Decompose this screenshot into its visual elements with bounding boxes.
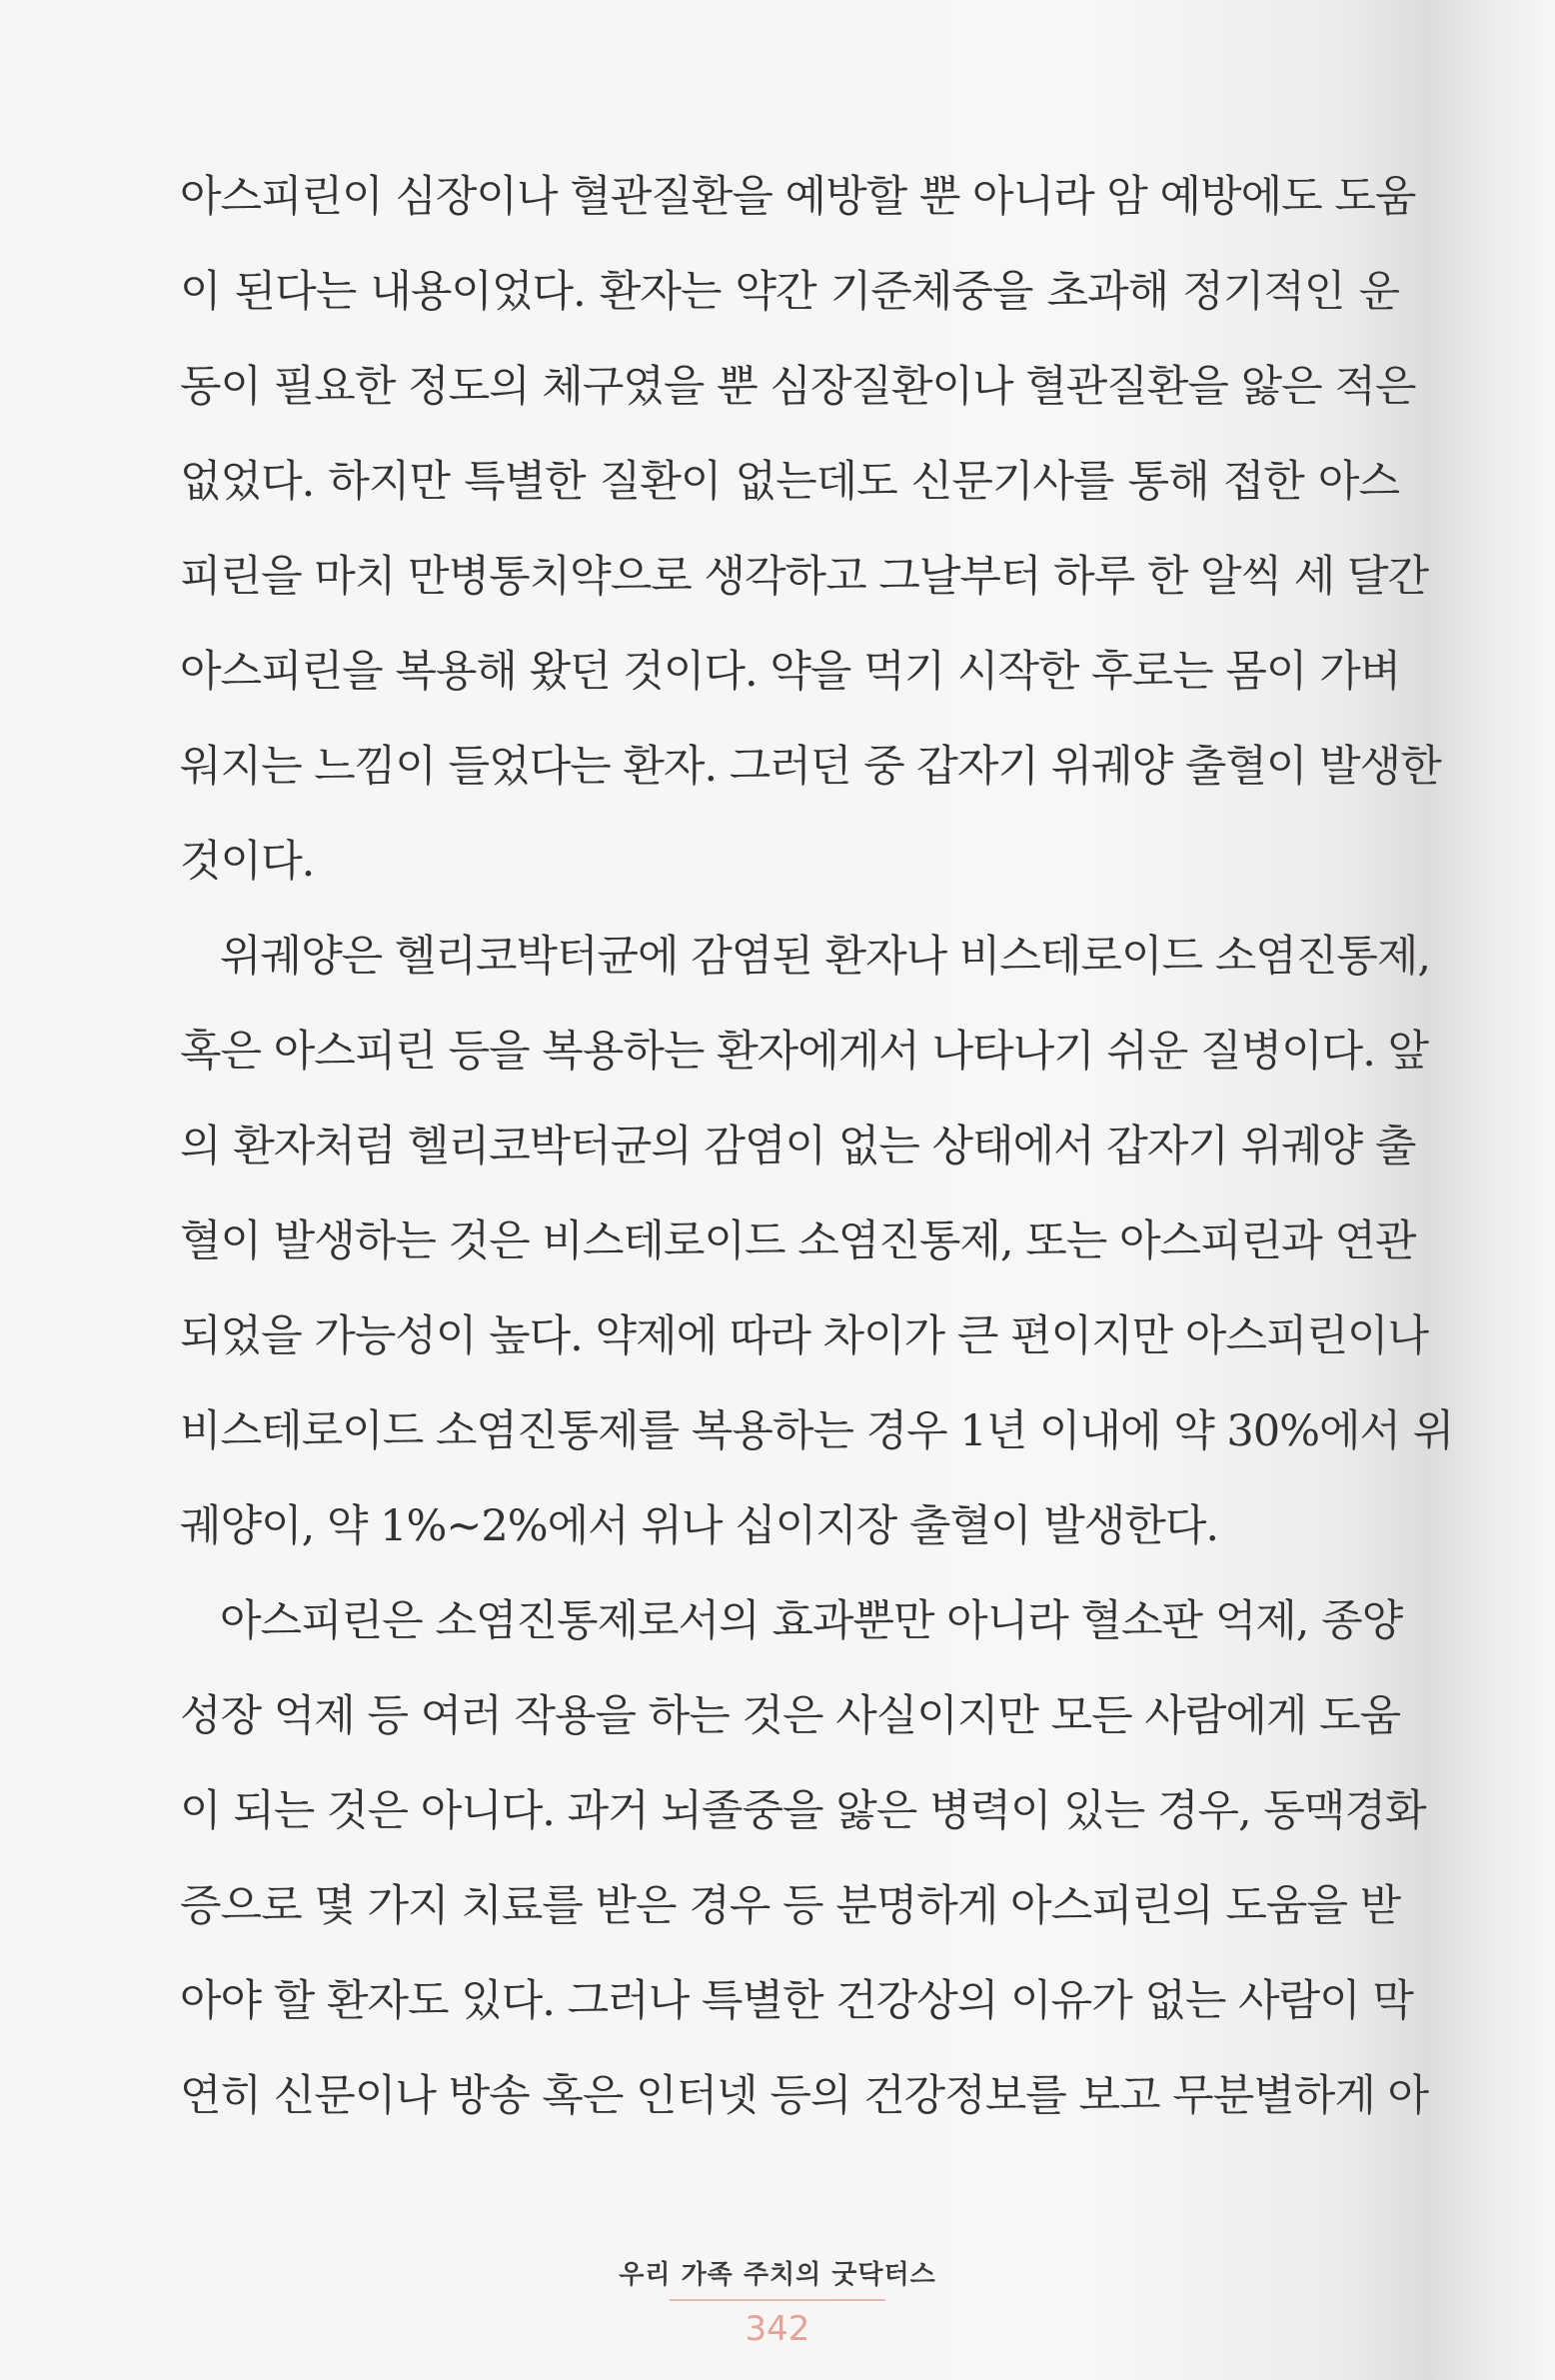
text-line: 동이 필요한 정도의 체구였을 뿐 심장질환이나 혈관질환을 앓은 적은 <box>180 362 1416 412</box>
text-line: 이 된다는 내용이었다. 환자는 약간 기준체중을 초과해 정기적인 운 <box>180 267 1399 317</box>
text-line: 궤양이, 약 1%~2%에서 위나 십이지장 출혈이 발생한다. <box>180 1501 1219 1551</box>
text-line: 혹은 아스피린 등을 복용하는 환자에게서 나타나기 쉬운 질병이다. 앞 <box>180 1027 1429 1077</box>
paragraph-start-line: 위궤양은 헬리코박터균에 감염된 환자나 비스테로이드 소염진통제, <box>220 932 1431 982</box>
text-line: 아스피린이 심장이나 혈관질환을 예방할 뿐 아니라 암 예방에도 도움 <box>180 172 1416 222</box>
body-text <box>180 150 1454 2144</box>
text-line: 이 되는 것은 아니다. 과거 뇌졸중을 앓은 병력이 있는 경우, 동맥경화 <box>180 1786 1426 1836</box>
text-line: 혈이 발생하는 것은 비스테로이드 소염진통제, 또는 아스피린과 연관 <box>180 1216 1416 1266</box>
text-line: 연히 신문이나 방송 혹은 인터넷 등의 건강정보를 보고 무분별하게 아 <box>180 2071 1429 2121</box>
text-line: 워지는 느낌이 들었다는 환자. 그러던 중 갑자기 위궤양 출혈이 발생한 <box>180 742 1441 792</box>
page-number: 342 <box>745 2309 810 2349</box>
footer-divider <box>670 2299 885 2301</box>
text-line: 증으로 몇 가지 치료를 받은 경우 등 분명하게 아스피린의 도움을 받 <box>180 1881 1401 1931</box>
text-line: 되었을 가능성이 높다. 약제에 따라 차이가 큰 편이지만 아스피린이나 <box>180 1311 1429 1361</box>
text-line: 성장 억제 등 여러 작용을 하는 것은 사실이지만 모든 사람에게 도움 <box>180 1691 1401 1741</box>
text-line: 비스테로이드 소염진통제를 복용하는 경우 1년 이내에 약 30%에서 위 <box>180 1406 1454 1456</box>
text-line: 것이다. <box>180 837 315 887</box>
text-line: 아스피린을 복용해 왔던 것이다. 약을 먹기 시작한 후로는 몸이 가벼 <box>180 647 1401 697</box>
text-line: 없었다. 하지만 특별한 질환이 없는데도 신문기사를 통해 접한 아스 <box>180 457 1399 507</box>
book-title-footer: 우리 가족 주치의 굿닥터스 <box>619 2260 936 2290</box>
paragraph-start-line: 아스피린은 소염진통제로서의 효과뿐만 아니라 혈소판 억제, 종양 <box>220 1596 1403 1646</box>
text-line: 아야 할 환자도 있다. 그러나 특별한 건강상의 이유가 없는 사람이 막 <box>180 1976 1413 2026</box>
text-line: 피린을 마치 만병통치약으로 생각하고 그날부터 하루 한 알씩 세 달간 <box>180 552 1429 602</box>
text-line: 의 환자처럼 헬리코박터균의 감염이 없는 상태에서 갑자기 위궤양 출 <box>180 1122 1416 1172</box>
